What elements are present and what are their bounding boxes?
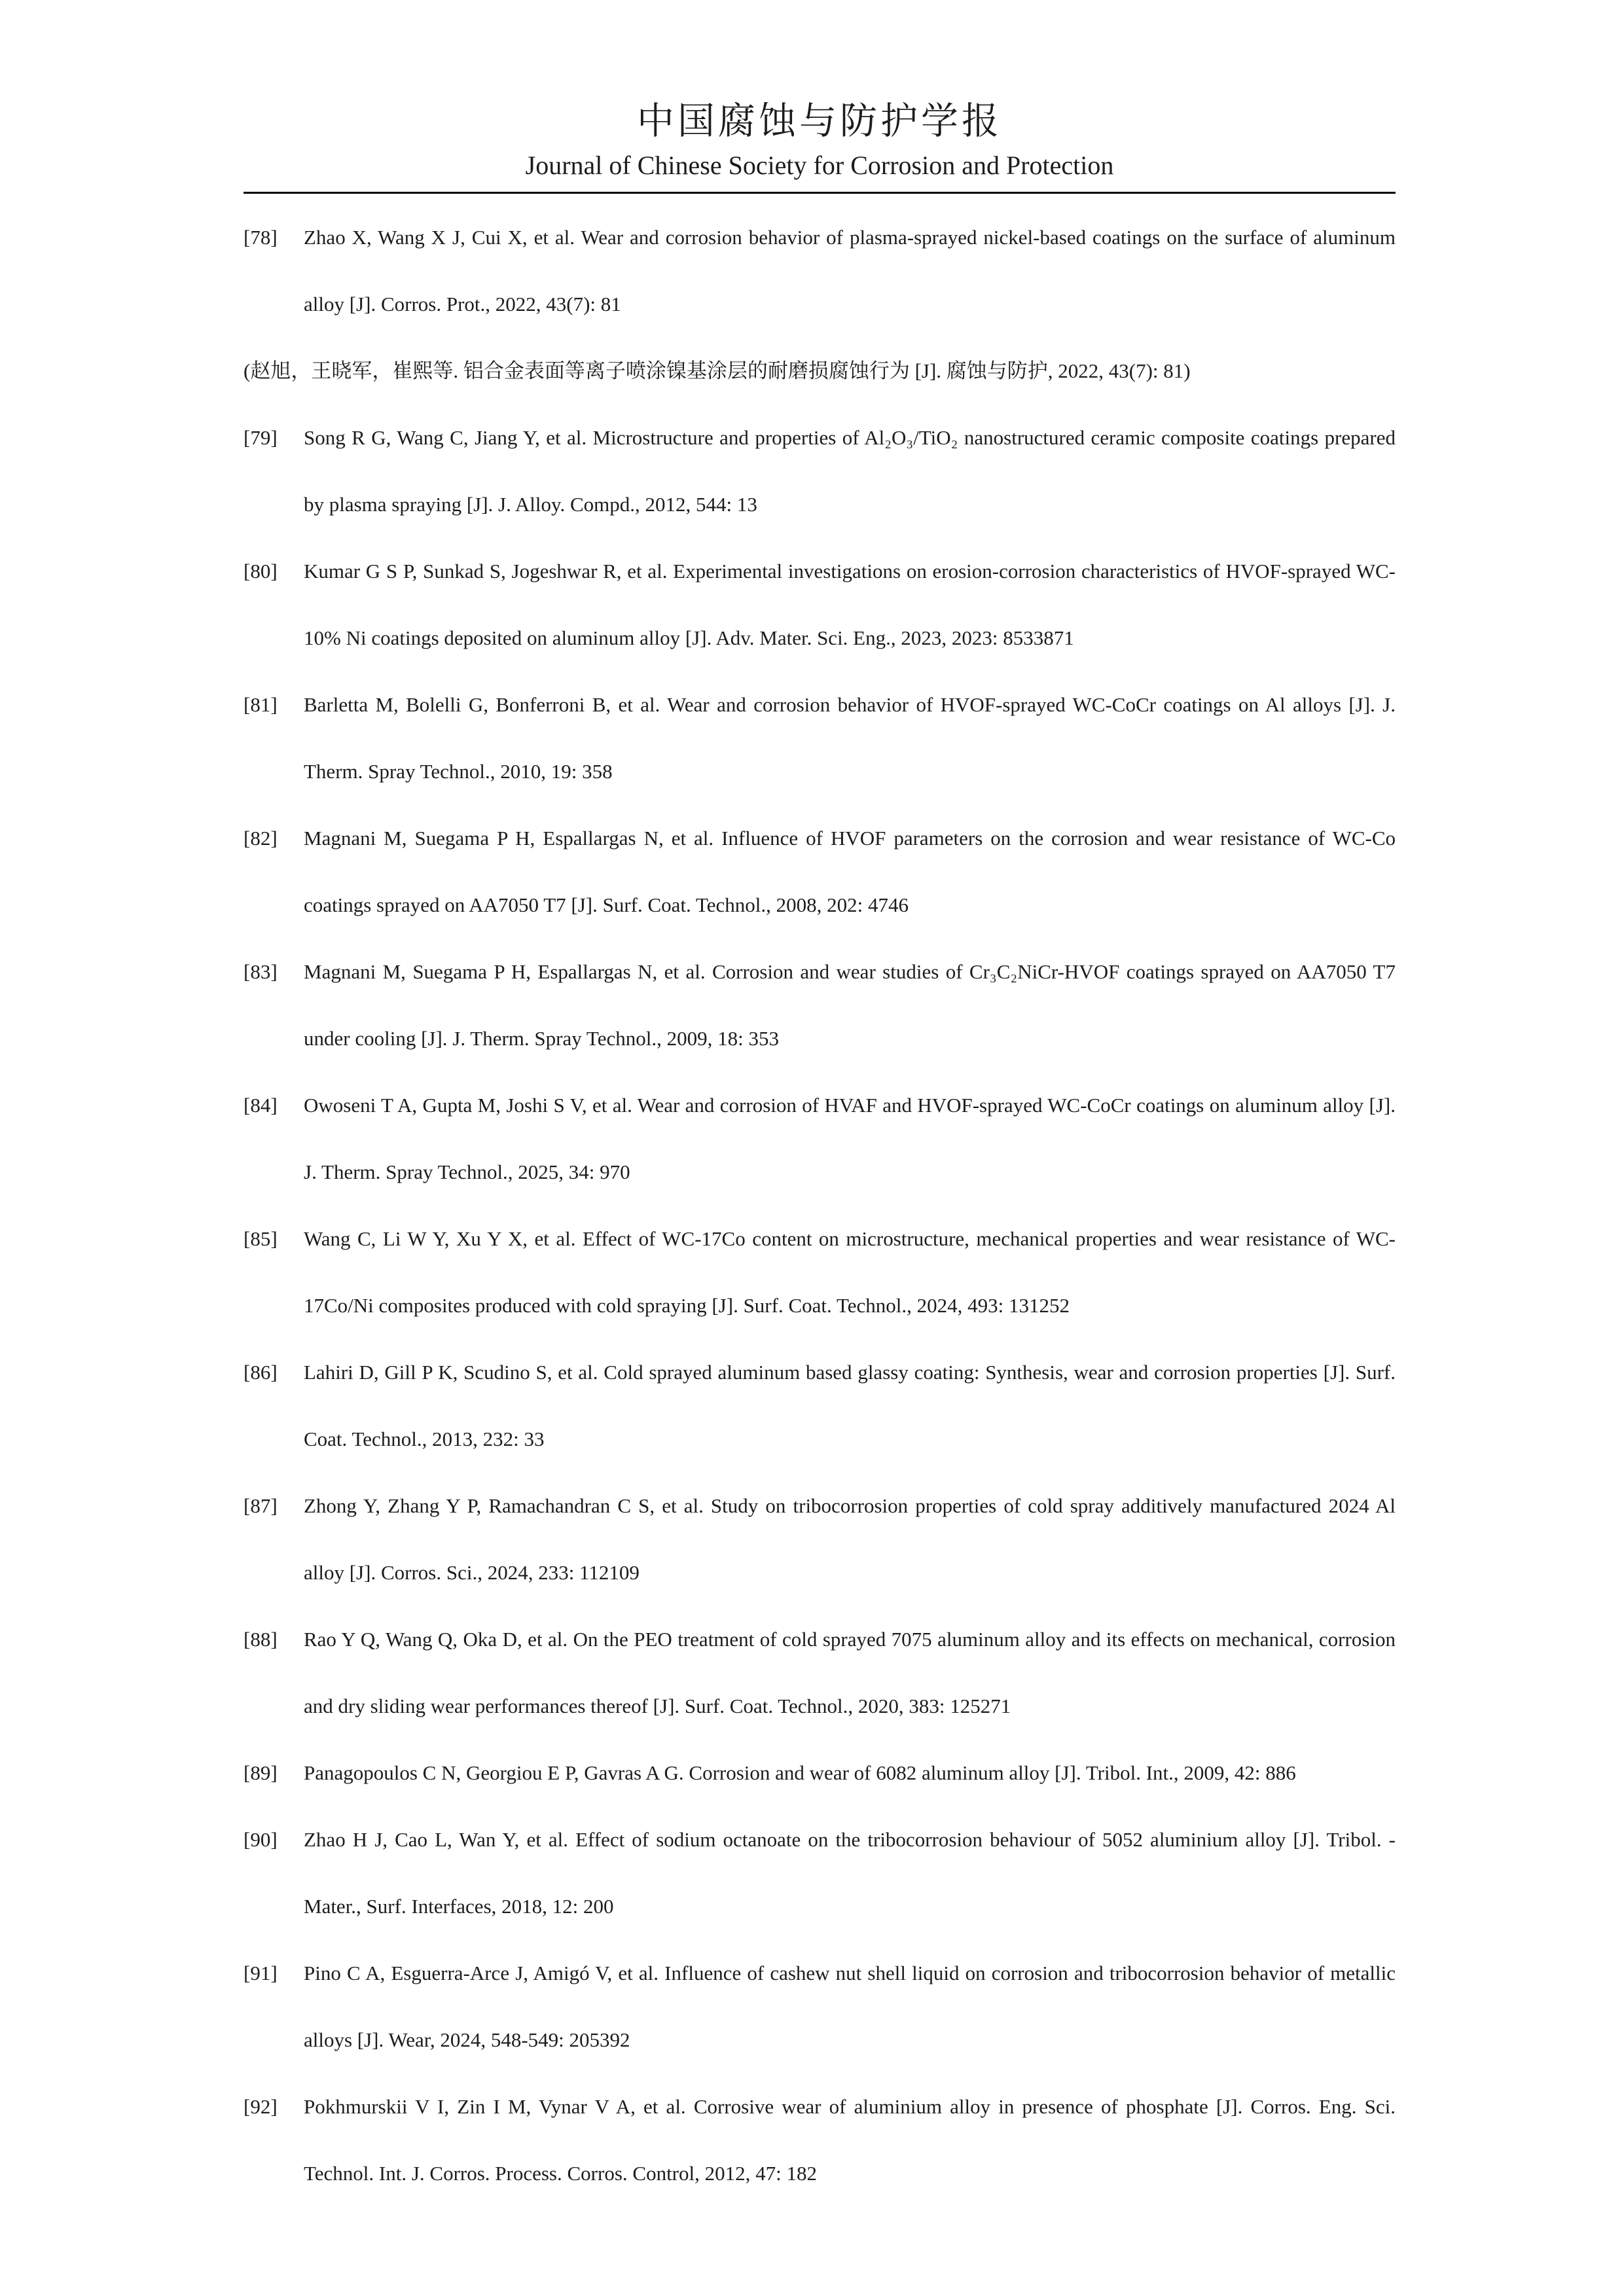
reference-number: [90]: [244, 1828, 278, 1852]
reference-text: Lahiri D, Gill P K, Scudino S, et al. Cold sprayed aluminum based glassy coating: Synthesis, wear and corrosion properties [J]. Surf. Coat. Technol., 2013, 232: 33: [304, 1361, 1396, 1451]
reference-item: [244, 672, 1396, 805]
header-divider: [244, 192, 1396, 194]
reference-entry: [244, 1940, 1396, 2073]
reference-entry: [244, 2073, 1396, 2207]
reference-item: [244, 1740, 1396, 1806]
reference-entry: [244, 1806, 1396, 1940]
reference-entry: [244, 538, 1396, 672]
reference-item: [244, 404, 1396, 538]
reference-number: [79]: [244, 426, 278, 450]
reference-entry: [244, 939, 1396, 1072]
reference-text: Magnani M, Suegama P H, Espallargas N, et al. Corrosion and wear studies of Cr₃C₂NiCr-HVOF coatings sprayed on AA7050 T7 under cooling [J]. J. Therm. Spray Technol., 2009, 18: 353: [304, 960, 1396, 1050]
reference-entry: [244, 204, 1396, 338]
reference-entry: [244, 805, 1396, 939]
journal-header: [244, 98, 1396, 194]
reference-entry: [244, 1072, 1396, 1206]
reference-entry: [244, 404, 1396, 538]
journal-title-chinese: 中国腐蚀与防护学报: [637, 101, 1002, 142]
reference-text: Wang C, Li W Y, Xu Y X, et al. Effect of WC-17Co content on microstructure, mechanical properties and wear resistance of WC-17Co/Ni composites produced with cold spraying [J]. Surf. Coat. Technol., 2024, 493: 131252: [304, 1227, 1396, 1318]
reference-text: Barletta M, Bolelli G, Bonferroni B, et al. Wear and corrosion behavior of HVOF-sprayed WC-CoCr coatings on Al alloys [J]. J. Therm. Spray Technol., 2010, 19: 358: [304, 693, 1396, 783]
reference-text: Pokhmurskii V I, Zin I M, Vynar V A, et al. Corrosive wear of aluminium alloy in presence of phosphate [J]. Corros. Eng. Sci. Technol. Int. J. Corros. Process. Corros. Control, 2012, 47: 182: [304, 2095, 1396, 2185]
reference-entry: [244, 1206, 1396, 1339]
reference-item: [244, 805, 1396, 939]
reference-number: [85]: [244, 1227, 278, 1251]
reference-number: [83]: [244, 960, 278, 984]
reference-number: [82]: [244, 827, 278, 850]
reference-text: Kumar G S P, Sunkad S, Jogeshwar R, et al. Experimental investigations on erosion‐corrosion characteristics of HVOF-sprayed WC-10% Ni coatings deposited on aluminum alloy [J]. Adv. Mater. Sci. Eng., 2023, 2023: 8533871: [304, 560, 1396, 650]
reference-text: Panagopoulos C N, Georgiou E P, Gavras A G. Corrosion and wear of 6082 aluminum alloy [J]. Tribol. Int., 2009, 42: 886: [304, 1761, 1296, 1785]
reference-item: [244, 1940, 1396, 2073]
reference-number: [88]: [244, 1628, 278, 1651]
journal-title-english: Journal of Chinese Society for Corrosion and Protection: [525, 151, 1114, 181]
reference-number: [91]: [244, 1962, 278, 1985]
reference-text: Pino C A, Esguerra-Arce J, Amigó V, et al. Influence of cashew nut shell liquid on corrosion and tribocorrosion behavior of metallic alloys [J]. Wear, 2024, 548-549: 205392: [304, 1962, 1396, 2052]
reference-item: [244, 1072, 1396, 1206]
reference-item: [244, 939, 1396, 1072]
reference-text: Zhao X, Wang X J, Cui X, et al. Wear and corrosion behavior of plasma-sprayed nickel-based coatings on the surface of aluminum alloy [J]. Corros. Prot., 2022, 43(7): 81: [304, 226, 1396, 316]
reference-text: Owoseni T A, Gupta M, Joshi S V, et al. Wear and corrosion of HVAF and HVOF-sprayed WC-CoCr coatings on aluminum alloy [J]. J. Therm. Spray Technol., 2025, 34: 970: [304, 1094, 1396, 1184]
references-list: [244, 204, 1396, 2207]
reference-item: [244, 1606, 1396, 1740]
reference-number: [87]: [244, 1494, 278, 1518]
reference-entry: [244, 672, 1396, 805]
reference-number: [78]: [244, 226, 278, 249]
reference-number: [92]: [244, 2095, 278, 2119]
reference-item: [244, 2073, 1396, 2207]
reference-entry: [244, 1740, 1396, 1806]
reference-text: Zhong Y, Zhang Y P, Ramachandran C S, et al. Study on tribocorrosion properties of cold spray additively manufactured 2024 Al alloy [J]. Corros. Sci., 2024, 233: 112109: [304, 1494, 1396, 1585]
reference-entry: [244, 1339, 1396, 1473]
reference-text: Rao Y Q, Wang Q, Oka D, et al. On the PEO treatment of cold sprayed 7075 aluminum alloy and its effects on mechanical, corrosion and dry sliding wear performances thereof [J]. Surf. Coat. Technol., 2020, 383: 125271: [304, 1628, 1396, 1718]
reference-item: [244, 1473, 1396, 1606]
reference-item: [244, 1339, 1396, 1473]
reference-item: [244, 538, 1396, 672]
reference-item: [244, 1806, 1396, 1940]
reference-text: Song R G, Wang C, Jiang Y, et al. Microstructure and properties of Al₂O₃/TiO₂ nanostructured ceramic composite coatings prepared by plasma spraying [J]. J. Alloy. Compd., 2012, 544: 13: [304, 426, 1396, 516]
reference-number: [89]: [244, 1761, 278, 1785]
reference-number: [84]: [244, 1094, 278, 1117]
reference-entry: [244, 1606, 1396, 1740]
reference-translation: (赵旭，王晓军，崔熙等. 铝合金表面等离子喷涂镍基涂层的耐磨损腐蚀行为 [J]. 腐蚀与防护, 2022, 43(7): 81): [244, 359, 1191, 383]
reference-item: [244, 1206, 1396, 1339]
reference-text: Zhao H J, Cao L, Wan Y, et al. Effect of sodium octanoate on the tribocorrosion behaviour of 5052 aluminium alloy [J]. Tribol. - Mater., Surf. Interfaces, 2018, 12: 200: [304, 1828, 1396, 1918]
reference-number: [80]: [244, 560, 278, 583]
reference-text: Magnani M, Suegama P H, Espallargas N, et al. Influence of HVOF parameters on the corrosion and wear resistance of WC-Co coatings sprayed on AA7050 T7 [J]. Surf. Coat. Technol., 2008, 202: 4746: [304, 827, 1396, 917]
reference-number: [86]: [244, 1361, 278, 1384]
reference-number: [81]: [244, 693, 278, 717]
reference-entry: [244, 1473, 1396, 1606]
reference-item: [244, 204, 1396, 404]
